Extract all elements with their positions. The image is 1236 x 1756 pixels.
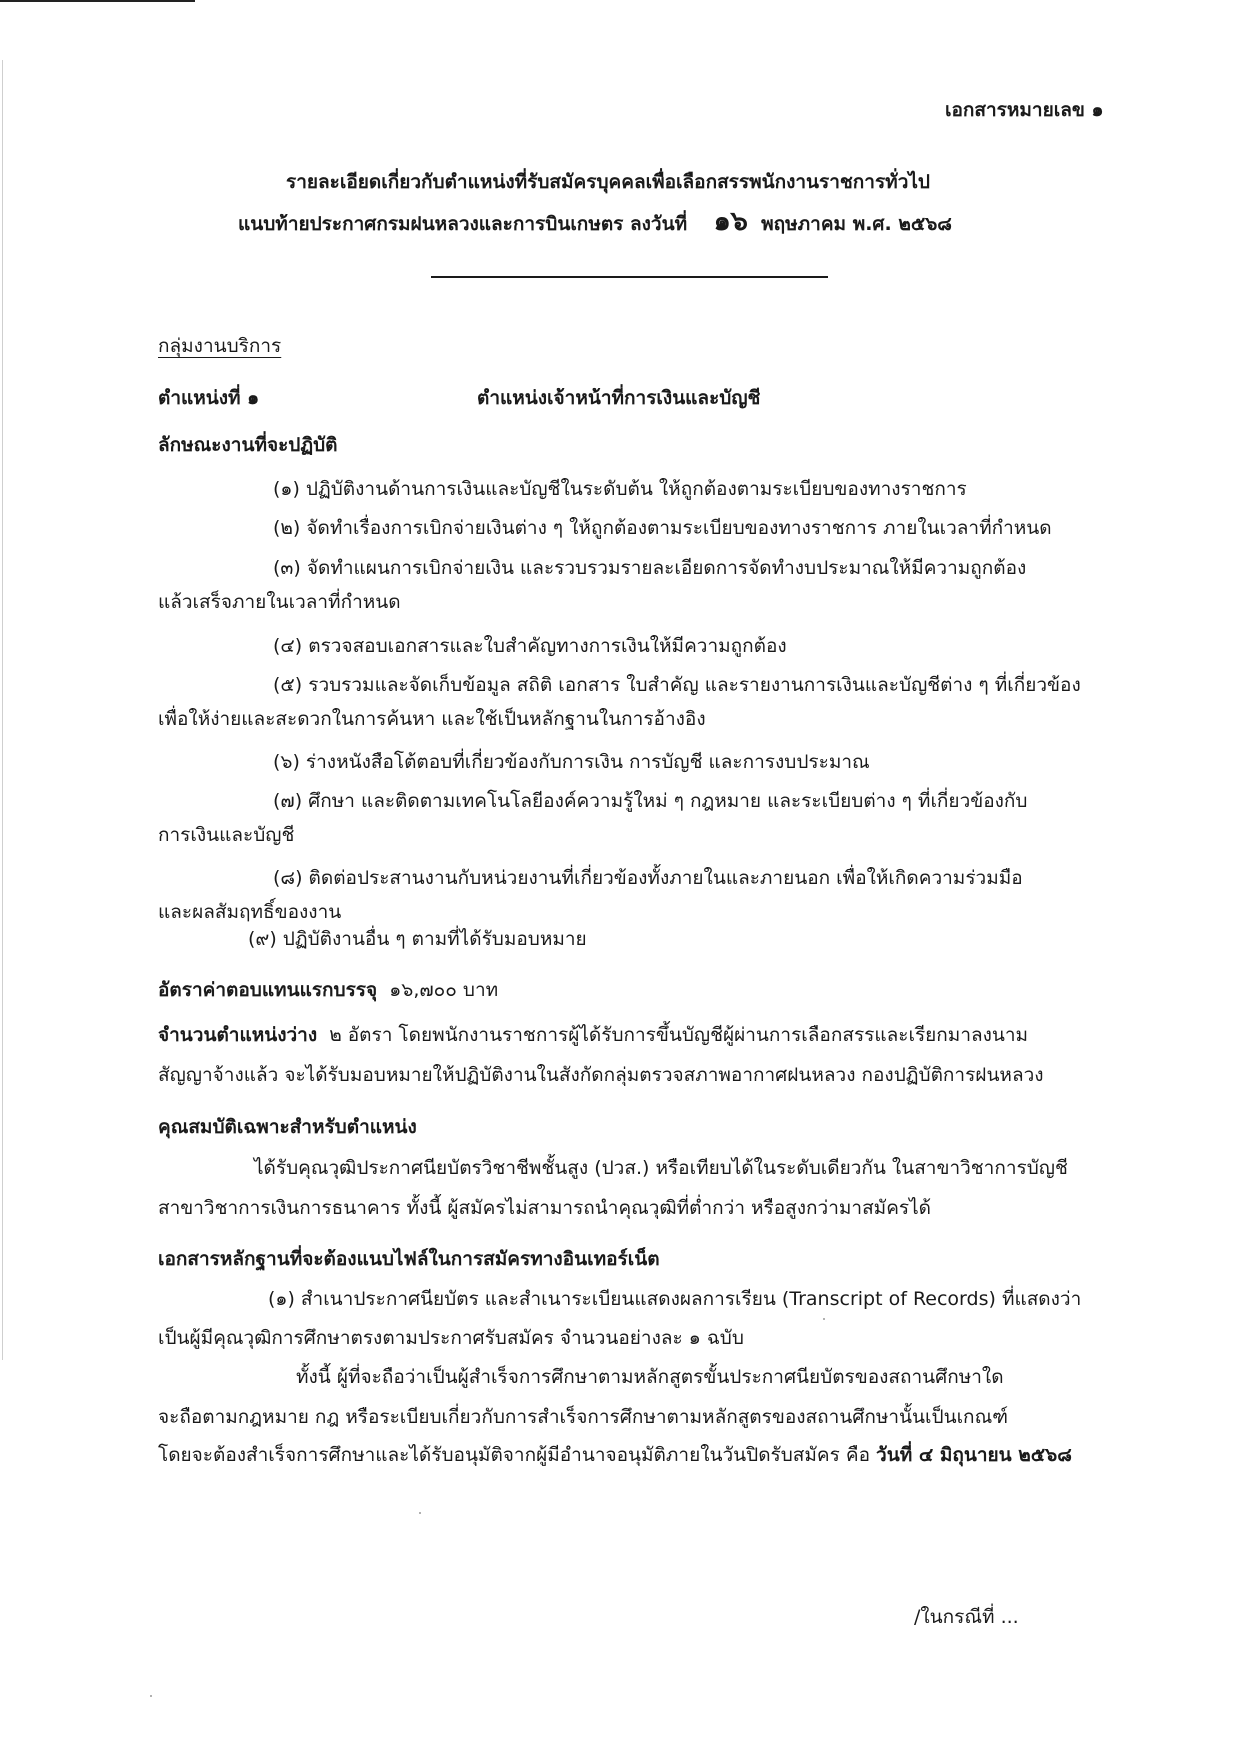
duty-item-7: (๗) ศึกษา และติดตามเทคโนโลยีองค์ความรู้ใหม่ ๆ กฎหมาย และระเบียบต่าง ๆ ที่เกี่ยวข้องกับ: [273, 790, 1028, 812]
title-month-year: พฤษภาคม พ.ศ. ๒๕๖๘: [761, 213, 952, 235]
vacancy-row: [158, 1021, 1028, 1049]
scan-left-edge: [2, 60, 3, 1360]
documents-note-1: ทั้งนี้ ผู้ที่จะถือว่าเป็นผู้สำเร็จการศึกษาตามหลักสูตรขั้นประกาศนียบัตรของสถานศึกษาใด: [296, 1366, 1004, 1388]
duty-item-7-cont: การเงินและบัญชี: [158, 824, 295, 846]
duty-item-9: (๙) ปฏิบัติงานอื่น ๆ ตามที่ได้รับมอบหมาย: [248, 928, 587, 950]
documents-heading: เอกสารหลักฐานที่จะต้องแนบไฟล์ในการสมัครทางอินเทอร์เน็ต: [158, 1248, 660, 1270]
group-heading: กลุ่มงานบริการ: [158, 335, 282, 357]
application-deadline: วันที่ ๔ มิถุนายน ๒๕๖๘: [876, 1444, 1072, 1466]
scan-speck: [419, 1512, 421, 1514]
documents-item-1: (๑) สำเนาประกาศนียบัตร และสำเนาระเบียนแสดงผลการเรียน (Transcript of Records) ที่แสดงว่า: [268, 1288, 1082, 1310]
duty-item-3-cont: แล้วเสร็จภายในเวลาที่กำหนด: [158, 591, 401, 613]
vacancy-text-1: ๒ อัตรา โดยพนักงานราชการผู้ได้รับการขึ้นบัญชีผู้ผ่านการเลือกสรรและเรียกมาลงนาม: [329, 1024, 1029, 1046]
title-line-1: รายละเอียดเกี่ยวกับตำแหน่งที่รับสมัครบุคคลเพื่อเลือกสรรพนักงานราชการทั่วไป: [286, 171, 930, 193]
position-number: ตำแหน่งที่ ๑: [158, 387, 260, 409]
documents-item-1-cont: เป็นผู้มีคุณวุฒิการศึกษาตรงตามประกาศรับสมัคร จำนวนอย่างละ ๑ ฉบับ: [158, 1327, 744, 1349]
title-divider: [431, 276, 828, 278]
duty-item-5-cont: เพื่อให้ง่ายและสะดวกในการค้นหา และใช้เป็นหลักฐานในการอ้างอิง: [158, 708, 706, 730]
duty-item-6: (๖) ร่างหนังสือโต้ตอบที่เกี่ยวข้องกับการเงิน การบัญชี และการงบประมาณ: [273, 751, 870, 773]
doc-number: เอกสารหมายเลข ๑: [945, 99, 1104, 121]
qualification-line-1: ได้รับคุณวุฒิประกาศนียบัตรวิชาชีพชั้นสูง (ปวส.) หรือเทียบได้ในระดับเดียวกัน ในสาขาวิชาการบัญชี: [254, 1157, 1068, 1179]
title-line-2: [238, 208, 952, 238]
continuation-note: /ในกรณีที่ ...: [914, 1606, 1019, 1628]
salary-row: [158, 976, 498, 1004]
title-prefix: แนบท้ายประกาศกรมฝนหลวงและการบินเกษตร ลงวันที่: [238, 213, 688, 235]
duty-item-2: (๒) จัดทำเรื่องการเบิกจ่ายเงินต่าง ๆ ให้ถูกต้องตามระเบียบของทางราชการ ภายในเวลาที่กำหนด: [273, 517, 1052, 539]
salary-value: ๑๖,๗๐๐ บาท: [389, 979, 499, 1001]
scan-speck: [823, 1318, 825, 1320]
duty-item-5: (๕) รวบรวมและจัดเก็บข้อมูล สถิติ เอกสาร ใบสำคัญ และรายงานการเงินและบัญชีต่าง ๆ ที่เกี่ยวข้อง: [273, 674, 1081, 696]
qualification-line-2: สาขาวิชาการเงินการธนาคาร ทั้งนี้ ผู้สมัครไม่สามารถนำคุณวุฒิที่ต่ำกว่า หรือสูงกว่ามาสมัครได้: [158, 1197, 932, 1219]
scan-speck: [150, 1695, 152, 1697]
duty-item-8: (๘) ติดต่อประสานงานกับหน่วยงานที่เกี่ยวข้องทั้งภายในและภายนอก เพื่อให้เกิดความร่วมมือ: [273, 867, 1023, 889]
salary-label: อัตราค่าตอบแทนแรกบรรจุ: [158, 979, 378, 1001]
title-day: ๑๖: [713, 206, 748, 237]
documents-note-3-row: [158, 1441, 1072, 1469]
duty-item-8-cont: และผลสัมฤทธิ์ของงาน: [158, 901, 342, 923]
documents-note-2: จะถือตามกฎหมาย กฎ หรือระเบียบเกี่ยวกับการสำเร็จการศึกษาตามหลักสูตรของสถานศึกษานั้นเป็นเกณฑ์: [158, 1406, 1008, 1428]
top-edge-rule: [0, 0, 195, 2]
duty-item-3: (๓) จัดทำแผนการเบิกจ่ายเงิน และรวบรวมรายละเอียดการจัดทำงบประมาณให้มีความถูกต้อง: [273, 557, 1027, 579]
duty-item-1: (๑) ปฏิบัติงานด้านการเงินและบัญชีในระดับต้น ให้ถูกต้องตามระเบียบของทางราชการ: [273, 478, 967, 500]
duty-item-4: (๔) ตรวจสอบเอกสารและใบสำคัญทางการเงินให้มีความถูกต้อง: [273, 635, 787, 657]
documents-note-3: โดยจะต้องสำเร็จการศึกษาและได้รับอนุมัติจากผู้มีอำนาจอนุมัติภายในวันปิดรับสมัคร คือ: [158, 1444, 870, 1466]
duties-heading: ลักษณะงานที่จะปฏิบัติ: [158, 434, 338, 456]
qualification-heading: คุณสมบัติเฉพาะสำหรับตำแหน่ง: [158, 1116, 417, 1138]
vacancy-label: จำนวนตำแหน่งว่าง: [158, 1024, 318, 1046]
position-name: ตำแหน่งเจ้าหน้าที่การเงินและบัญชี: [477, 387, 761, 409]
vacancy-text-2: สัญญาจ้างแล้ว จะได้รับมอบหมายให้ปฏิบัติงานในสังกัดกลุ่มตรวจสภาพอากาศฝนหลวง กองปฏิบัติการฝนหลวง: [158, 1064, 1044, 1086]
